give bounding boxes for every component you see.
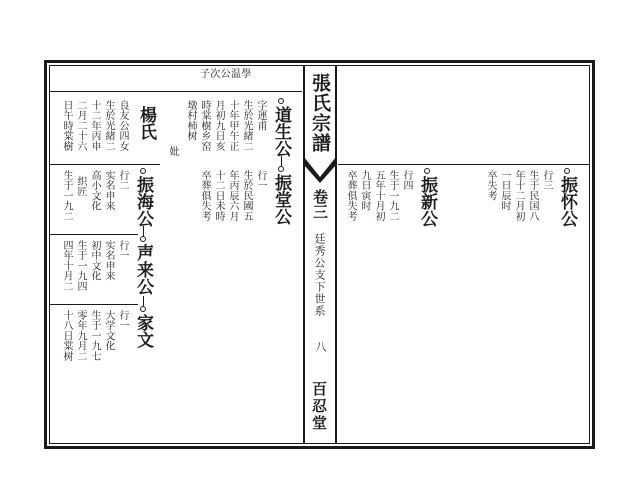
daosheng-name: 道生公	[271, 106, 291, 157]
generation-rule	[50, 304, 138, 305]
zhenxin-col3: 五年十月初	[373, 170, 384, 222]
jiawen-col1: 行一	[117, 310, 128, 331]
shenglai-col4: 生于一九四	[75, 240, 86, 292]
generation-rule	[50, 234, 138, 235]
zhenxin-col5: 卒葬俱失考	[345, 170, 356, 222]
shenglai-name: 声来公	[133, 244, 153, 295]
zhenhuai-col3: 年十二月初	[513, 170, 524, 222]
daosheng-col6: 墩村柿树	[185, 100, 196, 142]
center-spine	[302, 65, 338, 444]
zhenhai-col5: 生于一九二	[61, 170, 72, 222]
daosheng-col5: 時棠樹乡窑	[199, 100, 210, 152]
yang-col5: 日午時棠樹	[61, 100, 72, 152]
zhenxin-col4: 九日寅时	[359, 170, 370, 212]
yang-name: 楊氏	[136, 106, 156, 140]
zhentang-col1: 行一	[255, 170, 266, 191]
node-marker	[278, 98, 284, 104]
generation-rule	[50, 164, 160, 165]
zhentang-col2: 生於民國五	[241, 170, 252, 222]
zhenhuai-col1: 行三	[541, 170, 552, 191]
zhentang-col4: 十二日未時	[213, 170, 224, 222]
node-marker	[564, 168, 570, 174]
yang-col2: 生於光緒二	[103, 100, 114, 152]
zhenhuai-col4: 一日辰时	[499, 170, 510, 212]
shenglai-col3: 初中文化	[89, 240, 100, 282]
top-note: 子次公温學	[200, 69, 252, 80]
zhenxin-col2: 生于一九二	[387, 170, 398, 222]
jiawen-col2: 大学文化	[103, 310, 114, 352]
daosheng-col3: 十年甲午正	[227, 100, 238, 152]
zhenhai-col3: 高小文化	[89, 170, 100, 212]
jiawen-col3: 生于一九七	[89, 310, 100, 362]
yang-col4: 二月二十六	[75, 100, 86, 152]
header-rule-left	[50, 91, 302, 92]
yang-col1: 良友公四女	[117, 100, 128, 152]
volume-label: 卷三	[311, 189, 329, 219]
book-title: 張氏宗譜	[309, 73, 331, 153]
daosheng-col1: 字運甫	[255, 100, 266, 131]
daosheng-col4: 月初九日亥	[213, 100, 224, 152]
yang-col3: 十二年丙申	[89, 100, 100, 152]
shenglai-col2: 实名申来	[103, 240, 114, 282]
zhenxin-col1: 行四	[401, 170, 412, 191]
node-marker	[424, 168, 430, 174]
generation-rule	[338, 164, 589, 165]
jiawen-col5: 十八日棠树	[61, 310, 72, 362]
zhenhai-name: 振海公	[133, 176, 153, 227]
zhenhai-col1: 行二	[117, 170, 128, 191]
zhenxin-name: 振新公	[417, 176, 437, 227]
daosheng-col2: 生於光緒二	[241, 100, 252, 152]
fishtail-mark	[302, 155, 338, 185]
section-label: 廷秀公支下世系	[313, 233, 326, 317]
hall-name: 百忍堂	[310, 381, 328, 432]
connector	[281, 156, 282, 166]
jiawen-col4: 零年九月二	[75, 310, 86, 362]
zhenhuai-col2: 生于民国八	[527, 170, 538, 222]
node-marker	[140, 306, 146, 312]
jiawen-name: 家文	[133, 314, 153, 348]
shenglai-col1: 行一	[117, 240, 128, 261]
zhenhai-col2: 实名申来	[103, 170, 114, 212]
node-marker	[140, 236, 146, 242]
shenglai-col5: 四年十月二	[61, 240, 72, 292]
zhentang-col3: 年丙辰六月	[227, 170, 238, 222]
zhenhuai-col5: 卒失考	[485, 170, 496, 201]
page-number: 八	[314, 341, 327, 353]
connector	[143, 226, 144, 236]
zhentang-name: 振堂公	[271, 174, 291, 225]
daosheng-col7: 妣	[167, 146, 178, 157]
zhentang-col5: 卒葬俱失考	[199, 170, 210, 222]
connector	[143, 296, 144, 306]
node-marker	[140, 168, 146, 174]
zhenhai-col4: 织匠	[75, 176, 86, 197]
zhenhuai-name: 振怀公	[557, 176, 577, 227]
node-marker	[278, 166, 284, 172]
